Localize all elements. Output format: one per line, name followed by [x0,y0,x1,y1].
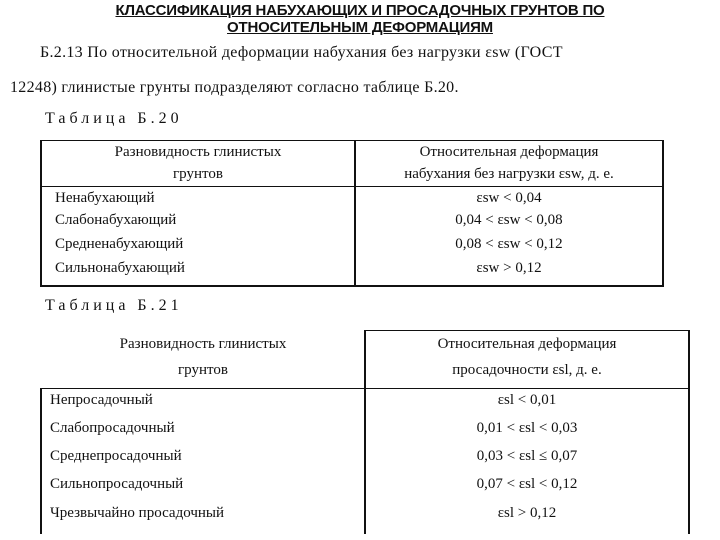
table-b20-row-2-name: Слабонабухающий [55,212,177,228]
table-b21-row-3-name: Среднепросадочный [50,448,182,464]
table-b21-top-border [365,330,690,331]
table-b20-row-1-name: Ненабухающий [55,190,155,206]
table-b21-header-left-1: Разновидность глинистых [119,336,287,352]
table-b20-header-left-2: грунтов [173,166,223,182]
table-b20-caption: Таблица Б.20 [45,110,183,127]
table-b20-left-border [40,140,42,287]
table-b21-row-2-value: 0,01 < εsl < 0,03 [476,420,578,436]
table-b21-row-3-value: 0,03 < εsl ≤ 0,07 [476,448,578,464]
page-title [0,2,720,36]
table-b21-caption: Таблица Б.21 [45,297,183,314]
table-b20-row-1-value: εsw < 0,04 [476,190,542,206]
table-b21-row-5-value: εsl > 0,12 [497,505,557,521]
table-b20-header-left-1: Разновидность глинистых [114,144,282,160]
table-b21-row-4-value: 0,07 < εsl < 0,12 [476,476,578,492]
table-b21-header-right-1: Относительная деформация [437,336,617,352]
title-line-1: КЛАССИФИКАЦИЯ НАБУХАЮЩИХ И ПРОСАДОЧНЫХ ГРУНТОВ ПО [115,2,605,19]
table-b21-row-2-name: Слабопросадочный [50,420,175,436]
table-b21-row-1-value: εsl < 0,01 [497,392,557,408]
table-b20-top-border [40,140,664,141]
table-b20-row-4-value: εsw > 0,12 [476,260,542,276]
intro-line-2: 12248) глинистые грунты подразделяют согласно таблице Б.20. [10,79,459,96]
table-b20-header-right-1: Относительная деформация [419,144,599,160]
intro-line-1: Б.2.13 По относительной деформации набухания без нагрузки εsw (ГОСТ [40,44,563,61]
table-b20-row-4-name: Сильнонабухающий [55,260,185,276]
table-b20-bottom-border [40,285,664,287]
table-b21-right-border [688,330,690,534]
table-b20-row-2-value: 0,04 < εsw < 0,08 [455,212,563,228]
table-b20-header-right-2: набухания без нагрузки εsw, д. е. [404,166,614,182]
table-b21-row-4-name: Сильнопросадочный [50,476,184,492]
table-b20-header-divider [40,186,664,187]
title-line-2: ОТНОСИТЕЛЬНЫМ ДЕФОРМАЦИЯМ [227,19,493,36]
table-b21-header-left-2: грунтов [178,362,228,378]
table-b21-header-right-2: просадочности εsl, д. е. [452,362,602,378]
table-b20-row-3-name: Средненабухающий [55,236,184,252]
table-b21-left-border [40,388,42,534]
table-b20-row-3-value: 0,08 < εsw < 0,12 [455,236,563,252]
table-b21-row-1-name: Непросадочный [50,392,153,408]
table-b20-right-border [662,140,664,287]
table-b21-row-5-name: Чрезвычайно просадочный [50,505,225,521]
